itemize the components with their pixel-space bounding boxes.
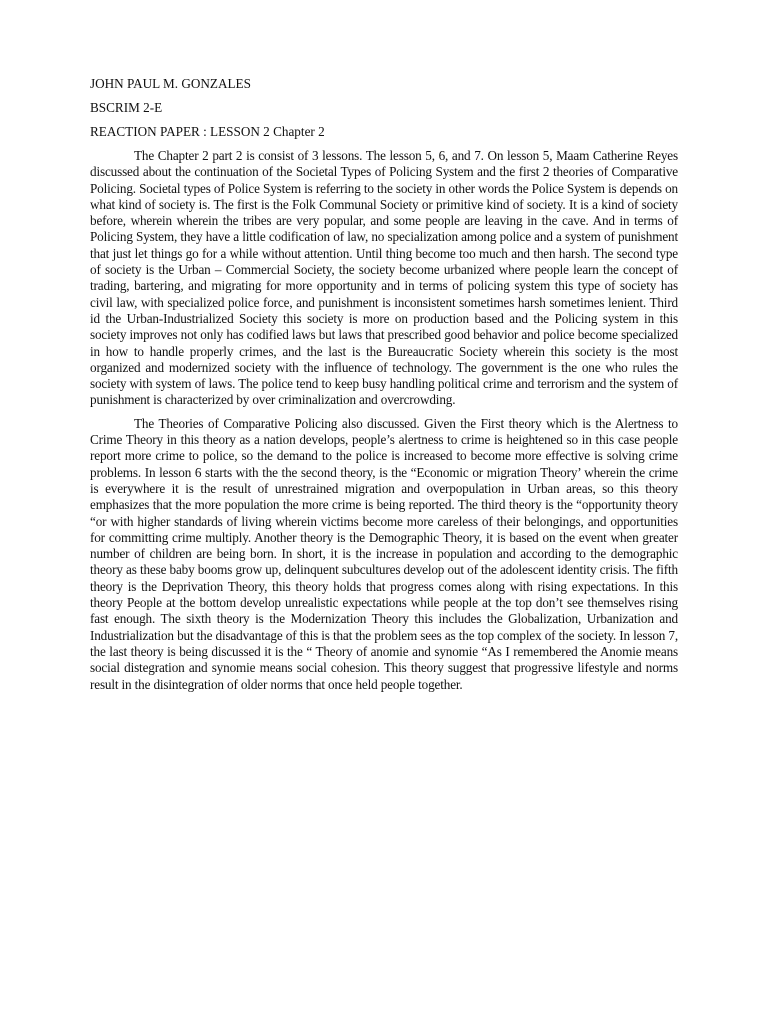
author-name: JOHN PAUL M. GONZALES bbox=[90, 76, 251, 91]
document-page bbox=[90, 76, 678, 700]
body-paragraph-1: The Chapter 2 part 2 is consist of 3 lessons. The lesson 5, 6, and 7. On lesson 5, Maam Catherine Reyes discussed about the continuation of the Societal Types of Policing System and the first 2 theories of Comparative Policing. Societal types of Police System is referring to the society in other words the Police System is depends on what kind of society is. The first is the Folk Communal Society or primitive kind of society. It is a kind of society before, wherein wherein the tribes are very popular, and some people are leaving in the cave. And in terms of Policing System, they have a little codification of law, no specialization among police and a system of punishment that just let things go for a while without attention. Until thing become too much and then harsh. The second type of society is the Urban – Commercial Society, the society become urbanized where people learn the concept of trading, bartering, and migrating for more opportunity and in terms of policing system this type of society has civil law, with specialized police force, and punishment is inconsistent sometimes harsh sometimes lenient. Third id the Urban-Industrialized Society this society is more on production based and the Policing system in this society improves not only has codified laws but laws that prescribed good behavior and police become specialized in how to handle properly crimes, and the last is the Bureaucratic Society wherein this society is the most organized and modernized society with the influence of technology. The government is the one who rules the society with system of laws. The police tend to keep busy handling political crime and terrorism and the system of punishment is characterized by over criminalization and overcrowding. bbox=[90, 148, 678, 408]
course-section: BSCRIM 2-E bbox=[90, 100, 163, 115]
body-paragraph-2: The Theories of Comparative Policing also discussed. Given the First theory which is the Alertness to Crime Theory in this theory as a nation develops, people’s alertness to crime is heightened so in this case people report more crime to police, so the demand to the police is increased to become more effective is solving crime problems. In lesson 6 starts with the the second theory, is the “Economic or migration Theory’ wherein the crime is everywhere it is the result of unrestrained migration and overpopulation in Urban areas, so this theory emphasizes that the more population the more crime is being reported. The third theory is the “opportunity theory “or with higher standards of living wherein victims become more careless of their belongings, and opportunities for committing crime multiply. Another theory is the Demographic Theory, it is based on the event when greater number of children are being born. In short, it is the increase in population and according to the demographic theory as these baby booms grow up, delinquent subcultures develop out of the adolescent identity crisis. The fifth theory is the Deprivation Theory, this theory holds that progress comes along with rising expectations. In this theory People at the bottom develop unrealistic expectations while people at the top don’t see themselves rising fast enough. The sixth theory is the Modernization Theory this includes the Globalization, Urbanization and Industrialization but the disadvantage of this is that the problem sees as the top complex of the society. In lesson 7, the last theory is being discussed it is the “ Theory of anomie and synomie “As I remembered the Anomie means social distegration and synomie means social cohesion. This theory suggest that progressive lifestyle and norms result in the disintegration of older norms that once held people together. bbox=[90, 415, 678, 692]
paper-title: REACTION PAPER : LESSON 2 Chapter 2 bbox=[90, 124, 325, 139]
